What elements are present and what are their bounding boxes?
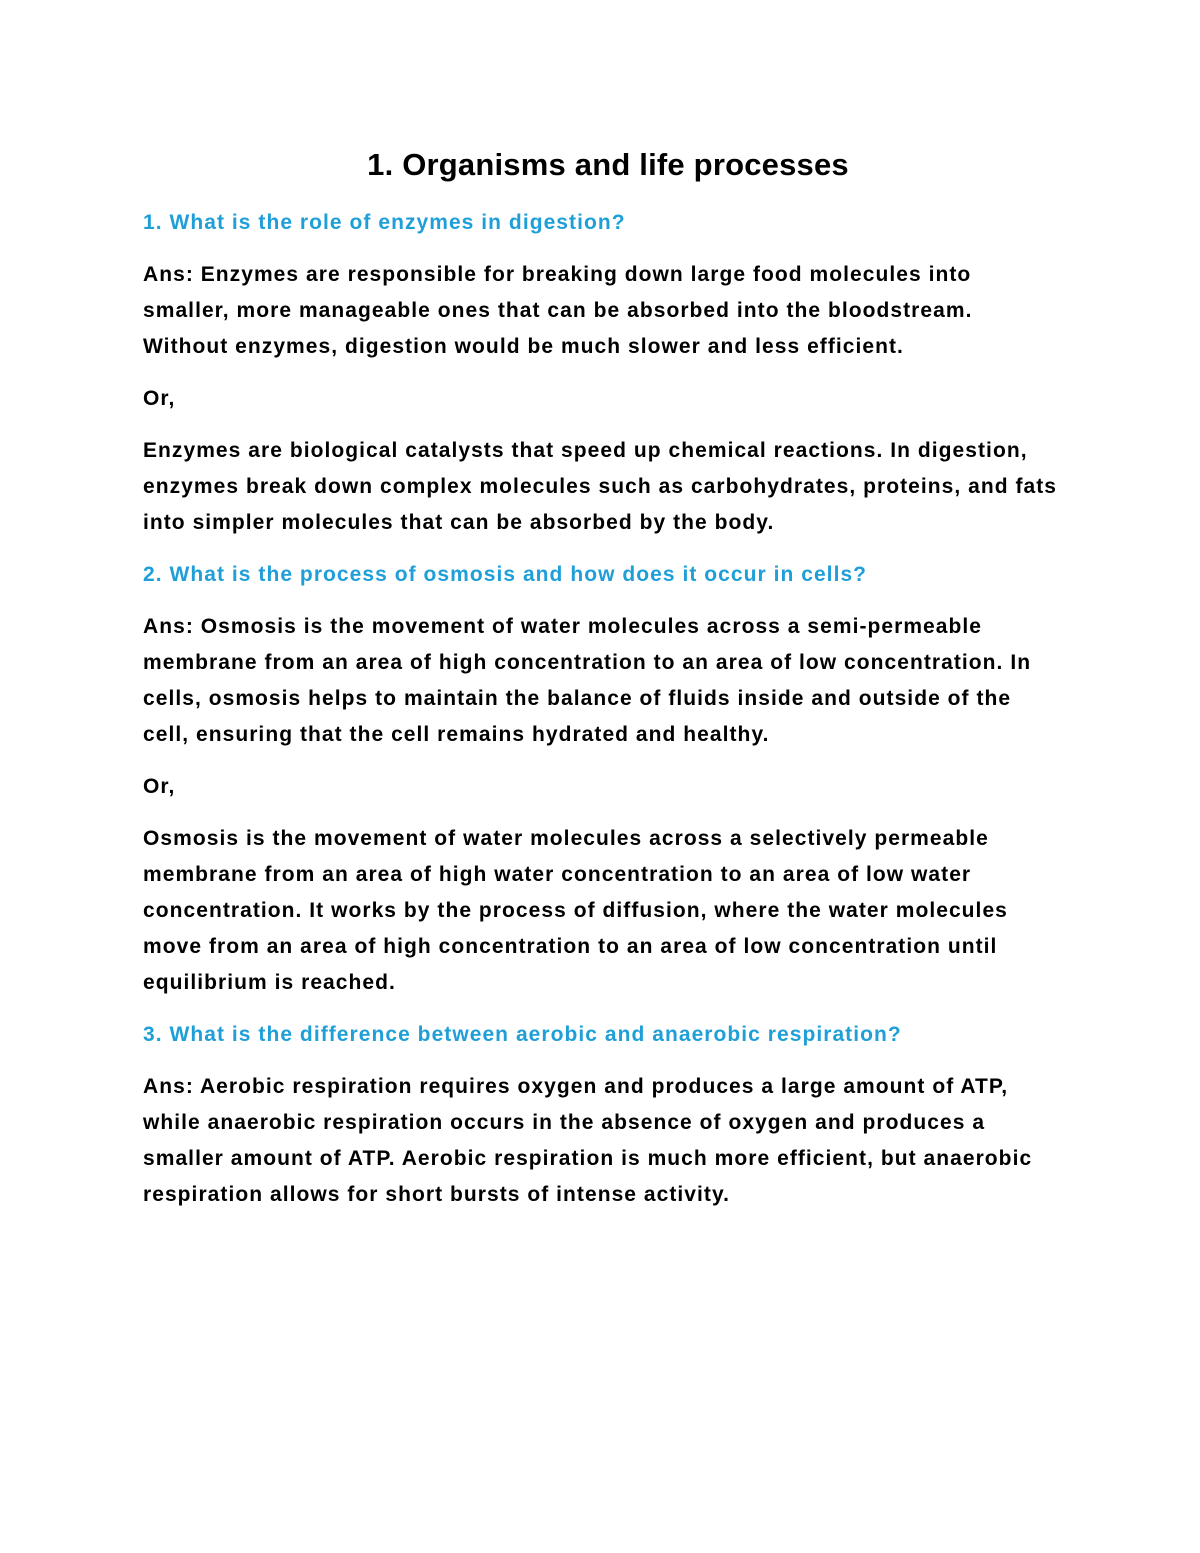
question-3: 3. What is the difference between aerobic and anaerobic respiration? [143, 1023, 902, 1046]
spacer [143, 753, 1063, 769]
spacer [143, 1001, 1063, 1017]
answer-1: Ans: Enzymes are responsible for breaking down large food molecules into smaller, more manageable ones that can be absorbed into the bloodstream. Without enzymes, digestion would be much slower and less efficient. [143, 263, 973, 358]
spacer [143, 1053, 1063, 1069]
spacer [143, 541, 1063, 557]
question-1: 1. What is the role of enzymes in digestion? [143, 211, 626, 234]
document-body [143, 145, 1063, 1213]
spacer [143, 241, 1063, 257]
spacer [143, 417, 1063, 433]
spacer [143, 185, 1063, 205]
answer-2: Ans: Osmosis is the movement of water molecules across a semi-permeable membrane from an area of high concentration to an area of low concentration. In cells, osmosis helps to maintain the balance of fluids inside and outside of the cell, ensuring that the cell remains hydrated and healthy. [143, 615, 1032, 746]
alt-answer-1: Enzymes are biological catalysts that speed up chemical reactions. In digestion, enzymes break down complex molecules such as carbohydrates, proteins, and fats into simpler molecules that can be absorbed by the body. [143, 439, 1058, 534]
qa-section-1 [143, 205, 1063, 541]
spacer [143, 365, 1063, 381]
qa-section-3 [143, 1017, 1063, 1213]
qa-section-2 [143, 557, 1063, 1001]
alt-answer-2: Osmosis is the movement of water molecules across a selectively permeable membrane from an area of high water concentration to an area of low water concentration. It works by the process of diffusion, where the water molecules move from an area of high concentration to an area of low concentration until equilibrium is reached. [143, 827, 1008, 994]
answer-3: Ans: Aerobic respiration requires oxygen and produces a large amount of ATP, while anaerobic respiration occurs in the absence of oxygen and produces a smaller amount of ATP. Aerobic respiration is much more efficient, but anaerobic respiration allows for short bursts of intense activity. [143, 1075, 1033, 1206]
question-2: 2. What is the process of osmosis and how does it occur in cells? [143, 563, 868, 586]
document-title: 1. Organisms and life processes [367, 147, 849, 182]
spacer [143, 593, 1063, 609]
or-label-1: Or, [143, 387, 176, 410]
or-label-2: Or, [143, 775, 176, 798]
spacer [143, 805, 1063, 821]
